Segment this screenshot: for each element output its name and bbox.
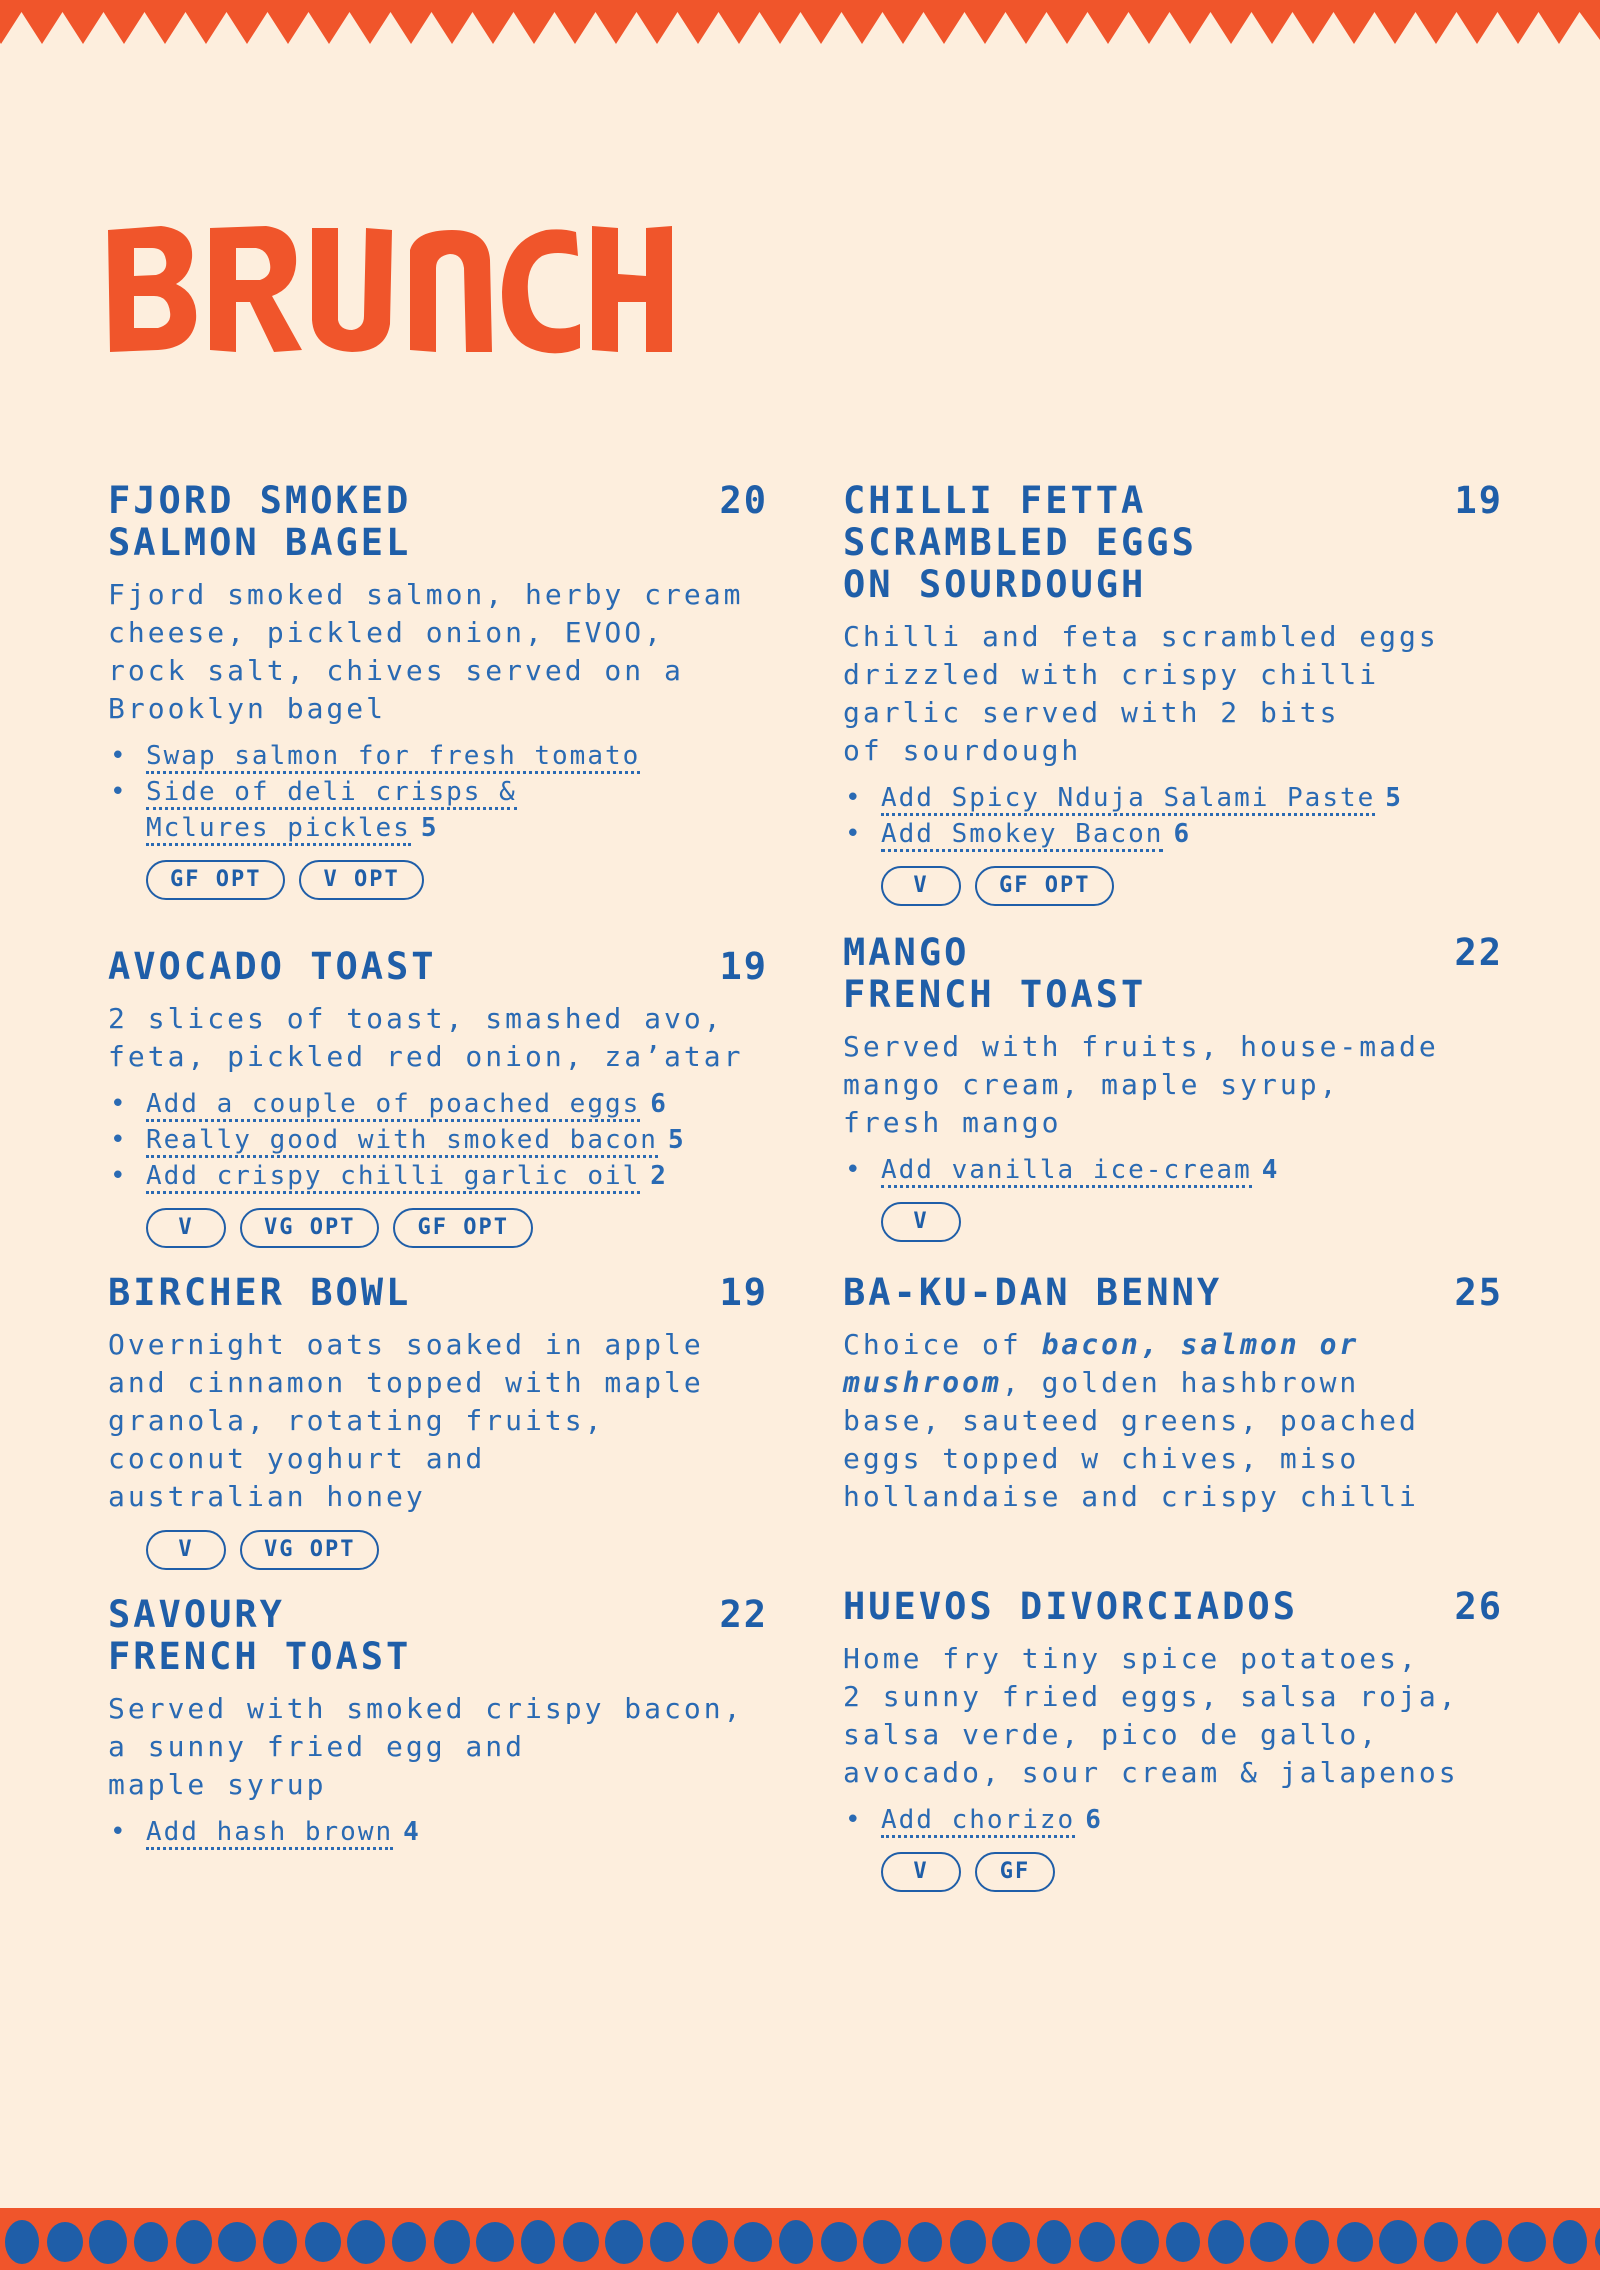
dot-decoration: [5, 2220, 39, 2264]
item-description: Overnight oats soaked in apple and cinnamon topped with maple granola, rotating fruits, coconut yoghurt and australian honey: [108, 1328, 704, 1513]
page-title: [106, 220, 676, 355]
addon-item[interactable]: [108, 1814, 768, 1850]
addon-list: [843, 1152, 1503, 1188]
menu-item: [843, 1586, 1503, 1892]
dot-decoration: [650, 2222, 684, 2262]
addon-price: 2: [650, 1161, 668, 1191]
addon-item[interactable]: [108, 738, 768, 774]
addon-list: [843, 1802, 1503, 1838]
menu-item: [108, 1594, 768, 1850]
dot-decoration: [1466, 2220, 1502, 2264]
item-name: CHILLI FETTA SCRAMBLED EGGS ON SOURDOUGH: [843, 479, 1197, 606]
dietary-tag: VG OPT: [240, 1530, 379, 1570]
addon-item[interactable]: [108, 774, 768, 846]
dot-decoration: [863, 2220, 901, 2264]
addon-label: Add Smokey Bacon: [881, 819, 1163, 852]
dot-decoration: [347, 2220, 385, 2264]
dot-decoration: [218, 2222, 256, 2262]
dietary-tags: [146, 1208, 768, 1248]
bullet-icon: •: [845, 819, 863, 849]
dot-decoration: [779, 2220, 813, 2264]
dot-decoration: [134, 2222, 168, 2262]
dot-decoration: [821, 2222, 857, 2262]
item-description: Fjord smoked salmon, herby cream cheese, pickled onion, EVOO, rock salt, chives served on a Brooklyn bagel: [108, 578, 744, 725]
item-name: BA-KU-DAN BENNY: [843, 1271, 1223, 1314]
addon-price: 4: [403, 1817, 421, 1847]
dot-decoration: [1037, 2220, 1071, 2264]
addon-price: 6: [1085, 1805, 1103, 1835]
menu-item: [843, 932, 1503, 1242]
menu-item: [108, 1272, 768, 1570]
bullet-icon: •: [110, 1089, 128, 1119]
dot-decoration: [1121, 2220, 1159, 2264]
addon-list: [108, 1814, 768, 1850]
addon-item[interactable]: [108, 1158, 768, 1194]
dietary-tag: GF OPT: [975, 866, 1114, 906]
item-description: [843, 1326, 1503, 1516]
dot-decoration: [1295, 2220, 1329, 2264]
addon-item[interactable]: [843, 1802, 1503, 1838]
dot-decoration: [263, 2220, 297, 2264]
desc-text: Choice of: [843, 1328, 1042, 1361]
addon-price: 6: [1173, 819, 1192, 849]
desc-emphasis: bacon, salmon or mushroom: [843, 1328, 1360, 1399]
item-price: 26: [1454, 1585, 1503, 1628]
bullet-icon: •: [110, 741, 128, 771]
dietary-tag: V: [881, 1202, 961, 1242]
item-name: BIRCHER BOWL: [108, 1271, 412, 1314]
dot-decoration: [950, 2220, 986, 2264]
item-description: 2 slices of toast, smashed avo, feta, pickled red onion, za’atar: [108, 1002, 744, 1073]
dot-decoration: [734, 2222, 772, 2262]
dot-decoration: [1379, 2220, 1417, 2264]
dot-decoration: [176, 2220, 212, 2264]
item-name: FJORD SMOKED SALMON BAGEL: [108, 479, 412, 564]
addon-item[interactable]: [843, 1152, 1503, 1188]
addon-item[interactable]: [843, 816, 1503, 852]
dot-decoration: [521, 2220, 555, 2264]
dietary-tags: [146, 860, 768, 900]
addon-list: [108, 1086, 768, 1194]
addon-label: Really good with smoked bacon: [146, 1125, 658, 1158]
bullet-icon: •: [845, 1805, 863, 1835]
item-price: 25: [1454, 1271, 1503, 1314]
item-name: AVOCADO TOAST: [108, 945, 437, 988]
bullet-icon: •: [845, 1155, 863, 1185]
dietary-tag: V: [146, 1530, 226, 1570]
dot-decoration: [908, 2222, 942, 2262]
bullet-icon: •: [110, 1817, 128, 1847]
dot-decoration: [392, 2222, 426, 2262]
dot-decoration: [1508, 2222, 1546, 2262]
item-name: HUEVOS DIVORCIADOS: [843, 1585, 1298, 1628]
addon-list: [843, 780, 1503, 852]
addon-label: Add chorizo: [881, 1805, 1075, 1838]
top-zigzag-border: [0, 0, 1600, 56]
dietary-tag: GF OPT: [393, 1208, 532, 1248]
item-price: 22: [719, 1593, 768, 1636]
dietary-tag: V: [146, 1208, 226, 1248]
dot-decoration: [476, 2222, 514, 2262]
dietary-tag: VG OPT: [240, 1208, 379, 1248]
bullet-icon: •: [110, 1161, 128, 1191]
addon-price: 4: [1261, 1155, 1280, 1185]
item-description: Served with fruits, house-made mango cream, maple syrup, fresh mango: [843, 1030, 1439, 1139]
bullet-icon: •: [110, 777, 128, 807]
item-price: 20: [719, 479, 768, 522]
item-description: Home fry tiny spice potatoes, 2 sunny fried eggs, salsa roja, salsa verde, pico de gallo, avocado, sour cream & jalapenos: [843, 1642, 1459, 1789]
addon-price: 5: [1385, 783, 1403, 813]
item-price: 19: [719, 1271, 768, 1314]
menu-item: [843, 480, 1503, 906]
addon-label: Add a couple of poached eggs: [146, 1089, 640, 1122]
menu-item: [108, 480, 768, 900]
dot-decoration: [305, 2222, 341, 2262]
item-price: 22: [1454, 931, 1503, 974]
item-price: 19: [1454, 479, 1503, 522]
addon-list: [108, 738, 768, 846]
addon-label: Side of deli crisps & Mclures pickles: [146, 777, 517, 846]
desc-text: , golden hashbrown base, sauteed greens, poached eggs topped w chives, miso hollandaise and crispy chilli: [843, 1366, 1419, 1513]
addon-label: Add crispy chilli garlic oil: [146, 1161, 640, 1194]
menu-item: [108, 946, 768, 1248]
addon-label: Add hash brown: [146, 1817, 393, 1850]
dot-decoration: [605, 2220, 643, 2264]
dietary-tag: V: [881, 1852, 961, 1892]
item-description: Served with smoked crispy bacon, a sunny fried egg and maple syrup: [108, 1692, 744, 1801]
dot-decoration: [1424, 2222, 1458, 2262]
item-price: 19: [719, 945, 768, 988]
dot-decoration: [563, 2222, 599, 2262]
item-name: MANGO FRENCH TOAST: [843, 931, 1147, 1016]
dot-decoration: [1553, 2220, 1587, 2264]
dietary-tag: V OPT: [299, 860, 423, 900]
addon-price: 6: [650, 1089, 668, 1119]
addon-price: 5: [420, 813, 439, 843]
addon-label: Swap salmon for fresh tomato: [146, 741, 640, 774]
addon-price: 5: [667, 1125, 686, 1155]
dietary-tag: V: [881, 866, 961, 906]
dot-decoration: [1250, 2222, 1288, 2262]
dot-decoration: [1337, 2222, 1373, 2262]
dot-decoration: [692, 2220, 728, 2264]
addon-item[interactable]: [108, 1122, 768, 1158]
dietary-tag: GF OPT: [146, 860, 285, 900]
dot-decoration: [1208, 2220, 1244, 2264]
dietary-tags: [881, 866, 1503, 906]
dot-decoration: [1079, 2222, 1115, 2262]
menu-item: [843, 1272, 1503, 1516]
item-name: SAVOURY FRENCH TOAST: [108, 1593, 412, 1678]
dot-decoration: [992, 2222, 1030, 2262]
addon-item[interactable]: [843, 780, 1503, 816]
dot-decoration: [434, 2220, 470, 2264]
dot-decoration: [1166, 2222, 1200, 2262]
dietary-tag: GF: [975, 1852, 1055, 1892]
addon-item[interactable]: [108, 1086, 768, 1122]
bullet-icon: •: [110, 1125, 128, 1155]
item-description: Chilli and feta scrambled eggs drizzled with crispy chilli garlic served with 2 bits of sourdough: [843, 620, 1439, 767]
dietary-tags: [881, 1852, 1503, 1892]
bullet-icon: •: [845, 783, 863, 813]
dot-decoration: [89, 2220, 127, 2264]
dietary-tags: [881, 1202, 1503, 1242]
addon-label: Add vanilla ice-cream: [881, 1155, 1252, 1188]
addon-label: Add Spicy Nduja Salami Paste: [881, 783, 1375, 816]
dietary-tags: [146, 1530, 768, 1570]
dot-decoration: [47, 2222, 83, 2262]
bottom-dots-border: [0, 2208, 1600, 2270]
